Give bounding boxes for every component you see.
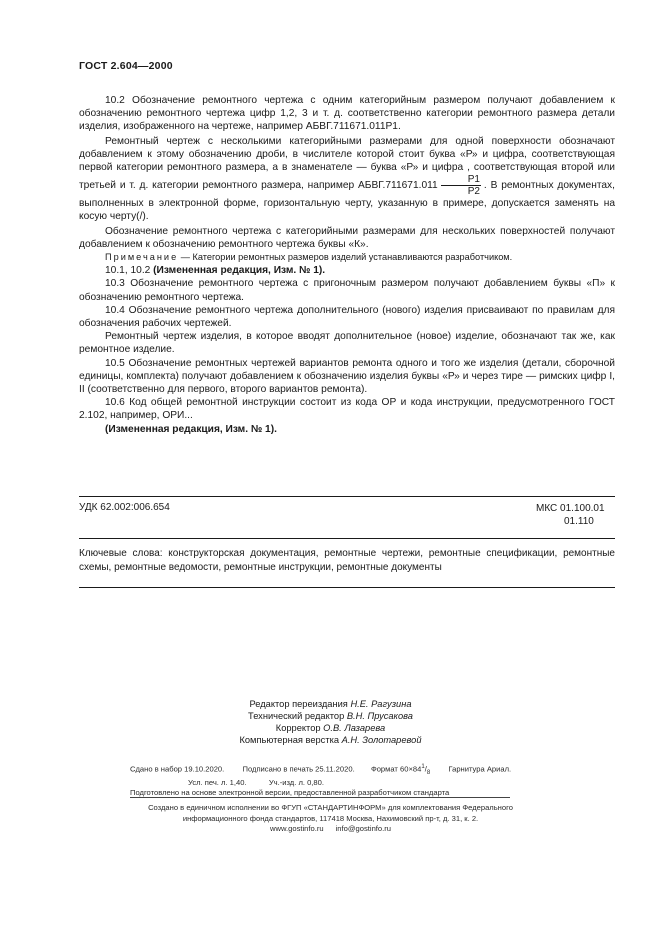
paragraph-10-2: 10.2 Обозначение ремонтного чертежа с одним категорийным размером получают добавлением к обозначению ремонтного чертежа цифр 1,2, 3 и т. д. соответственно категории ремонтного размера детали изделия, изображенного на чертеже, например АБВГ.711671.011Р1. — [79, 95, 615, 133]
paper-format-sub: 8 — [426, 770, 431, 777]
paragraph-10-5: 10.5 Обозначение ремонтных чертежей вариантов ремонта одного и того же изделия (детали, сборочной единицы, комплекта) получают добавлением к обозначению изделия буквы «Р» и через тире — римских цифр I, II (соответственно для первого, второго вариантов ремонта). — [79, 357, 615, 396]
paper-format: Формат 60×84 — [370, 764, 422, 774]
credit-corrector-name: О.В. Лазарева — [323, 723, 386, 733]
paragraph-added-item: Ремонтный чертеж изделия, в которое вводят дополнительное (новое) изделие, обозначают так же, как ремонтное изделие. — [79, 331, 615, 356]
mks-codes — [536, 502, 605, 528]
paper-format-sup: 1 — [421, 764, 425, 770]
typeface: Гарнитура Ариал. — [448, 764, 512, 774]
typeset-date: Сдано в набор 19.10.2020. — [130, 764, 225, 774]
amendment-line-2: (Измененная редакция, Изм. № 1). — [105, 423, 277, 435]
credit-tech-name: В.Н. Прусакова — [346, 711, 413, 721]
footer-divider — [130, 797, 510, 798]
credit-corrector — [0, 722, 661, 734]
repair-size-fraction — [441, 174, 481, 197]
amendment-line-1 — [79, 264, 615, 277]
footer-line-3 — [0, 824, 661, 835]
publishing-row-3: Подготовлено на основе электронной версии, предоставленной разработчиком стандарта — [130, 788, 450, 798]
paragraph-10-3: 10.3 Обозначение ремонтного чертежа с пригоночным размером получают добавлением буквы «П» к обозначению ремонтного чертежа. — [79, 278, 615, 303]
publishing-row-2 — [130, 778, 511, 788]
note — [79, 251, 615, 264]
keywords-divider-bottom — [79, 587, 615, 588]
footer — [0, 803, 661, 835]
publisher-sheets: Уч.-изд. л. 0,80. — [268, 778, 324, 788]
mks-code-1: МКС 01.100.01 — [536, 503, 605, 514]
credit-editor — [0, 698, 661, 710]
udk-code: УДК 62.002:006.654 — [79, 502, 170, 513]
publishing-info — [130, 762, 511, 798]
credit-editor-name: Н.Е. Рагузина — [350, 699, 412, 709]
paragraph-10-6: 10.6 Код общей ремонтной инструкции состоит из кода ОР и кода инструкции, предусмотренного ГОСТ 2.102, например, ОРИ... — [79, 397, 615, 422]
amendment-label: (Измененная редакция, Изм. № 1). — [153, 265, 326, 277]
credit-technical-editor — [0, 710, 661, 722]
website-link[interactable]: www.gostinfo.ru — [269, 824, 324, 833]
keywords: Ключевые слова: конструкторская документация, ремонтные чертежи, ремонтные спецификации, ремонтные схемы, ремонтные ведомости, ремонтные инструкции, ремонтные документы — [79, 548, 615, 573]
credit-tech-label: Технический редактор — [248, 711, 347, 721]
footer-line-2: информационного фонда стандартов, 117418 Москва, Нахимовский пр-т, д. 31, к. 2. — [182, 813, 479, 823]
credit-layout-label: Компьютерная верстка — [239, 735, 342, 745]
document-body — [79, 94, 615, 436]
footer-line-1: Создано в единичном исполнении во ФГУП «СТАНДАРТИНФОРМ» для комплектования Федерального — [148, 803, 513, 812]
fraction-numerator: Р1 — [441, 174, 481, 186]
credit-corrector-label: Корректор — [275, 723, 324, 733]
paragraph-multiple-sizes — [79, 135, 615, 224]
print-sheets: Усл. печ. л. 1,40. — [188, 778, 247, 788]
top-divider — [79, 496, 615, 497]
keywords-divider-top — [79, 538, 615, 539]
document-code-header: ГОСТ 2.604—2000 — [79, 60, 173, 72]
email-link[interactable]: info@gostinfo.ru — [335, 824, 392, 833]
paragraph-several-surfaces: Обозначение ремонтного чертежа с категорийными размерами для нескольких поверхностей получают добавлением к обозначению ремонтного чертежа буквы «К». — [79, 225, 615, 250]
credit-editor-label: Редактор переиздания — [249, 699, 351, 709]
paragraph-multiple-sizes-text: Ремонтный чертеж с несколькими категорийными размерами для одной поверхности обозначают добавлением к этому обозначению дроби, в числителе которой стоит буква «Р» и цифра, соответствующая первой категории ремонтного размера, а в знаменателе — буква «Р» и цифра , соответствующая второй или третьей и т. д. категории ремонтного размера, например АБВГ.711671.011 — [79, 135, 615, 192]
credit-layout-name: А.Н. Золотаревой — [341, 735, 422, 745]
editorial-credits — [0, 698, 661, 746]
credit-layout — [0, 734, 661, 746]
paragraph-10-4: 10.4 Обозначение ремонтного чертежа дополнительного (нового) изделия присваивают по правилам для обозначения рабочих чертежей. — [79, 304, 615, 330]
fraction-denominator: Р2 — [467, 186, 480, 198]
print-date: Подписано в печать 25.11.2020. — [242, 764, 355, 774]
note-text: — Категории ремонтных размеров изделий устанавливаются разработчиком. — [178, 252, 513, 263]
note-label: Примечание — [105, 252, 179, 263]
paragraph-multiple-sizes-tail: . В ремонтных документах, выполненных в электронной форме, горизонтальную черту, указанную в примере, допускается заменять на косую черту(/). — [79, 180, 615, 223]
publishing-row-1: Сдано в набор 19.10.2020. Подписано в печать 25.11.2020. Формат $60\times 84^1/_8$ Гарнитура Ариал. — [130, 764, 512, 777]
amendment-clauses: 10.1, 10.2 — [105, 265, 154, 277]
mks-code-2: 01.110 — [564, 516, 594, 527]
